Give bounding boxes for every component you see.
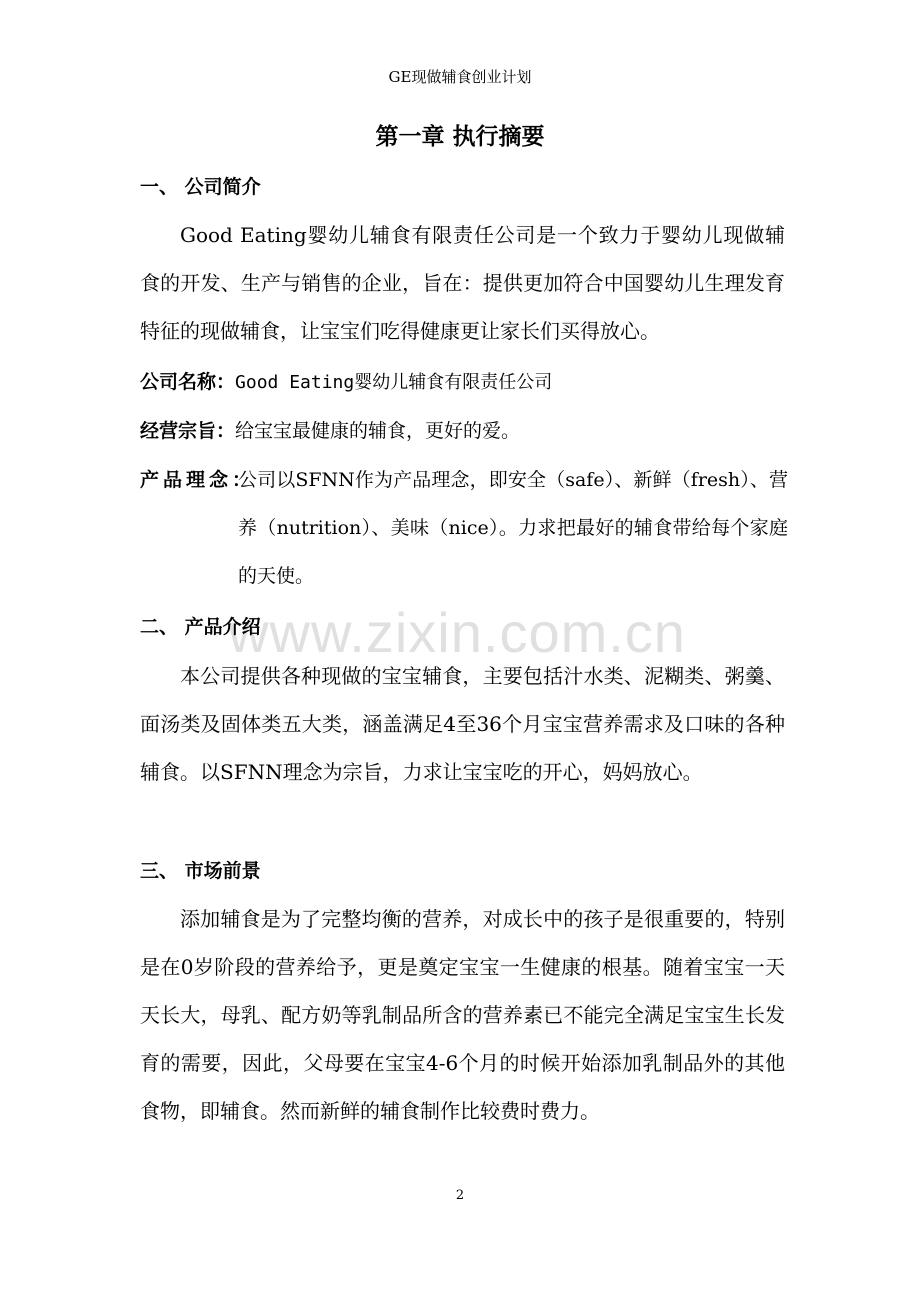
watermark: www.zixin.com.cn	[228, 601, 686, 664]
section-heading-product-intro: 二、 产品介绍	[140, 616, 261, 638]
company-intro-paragraph: Good Eating婴幼儿辅食有限责任公司是一个致力于婴幼儿现做辅食的开发、生产与销售的企业，旨在：提供更加符合中国婴幼儿生理发育特征的现做辅食，让宝宝们吃得健康更让家长们买得放心。	[140, 223, 785, 343]
section-heading-company-profile: 一、 公司简介	[140, 176, 261, 198]
mission-value: 给宝宝最健康的辅食，更好的爱。	[235, 420, 521, 442]
chapter-title: 第一章 执行摘要	[375, 124, 545, 150]
section-heading-market-outlook: 三、 市场前景	[140, 860, 261, 882]
running-header: GE现做辅食创业计划	[388, 68, 532, 86]
company-name-label: 公司名称：	[140, 371, 236, 393]
company-name-field	[140, 368, 552, 397]
page-number: 2	[455, 1188, 465, 1203]
market-outlook-paragraph: 添加辅食是为了完整均衡的营养，对成长中的孩子是很重要的，特别是在0岁阶段的营养给予，更是奠定宝宝一生健康的根基。随着宝宝一天天长大，母乳、配方奶等乳制品所含的营养素已不能完全满足宝宝生长发育的需要，因此，父母要在宝宝4-6个月的时候开始添加乳制品外的其他食物，即辅食。然而新鲜的辅食制作比较费时费力。	[140, 907, 785, 1123]
concept-value: 公司以SFNN作为产品理念，即安全（safe）、新鲜（fresh）、营养（nutrition）、美味（nice）。力求把最好的辅食带给每个家庭的天使。	[238, 469, 788, 587]
mission-label: 经营宗旨：	[140, 420, 236, 442]
mission-field	[140, 417, 520, 445]
product-intro-paragraph: 本公司提供各种现做的宝宝辅食，主要包括汁水类、泥糊类、粥羹、面汤类及固体类五大类，涵盖满足4至36个月宝宝营养需求及口味的各种辅食。以SFNN理念为宗旨，力求让宝宝吃的开心，妈妈放心。	[140, 664, 785, 784]
concept-label: 产品理念：	[140, 469, 256, 491]
company-name-value: Good Eating婴幼儿辅食有限责任公司	[235, 372, 553, 393]
